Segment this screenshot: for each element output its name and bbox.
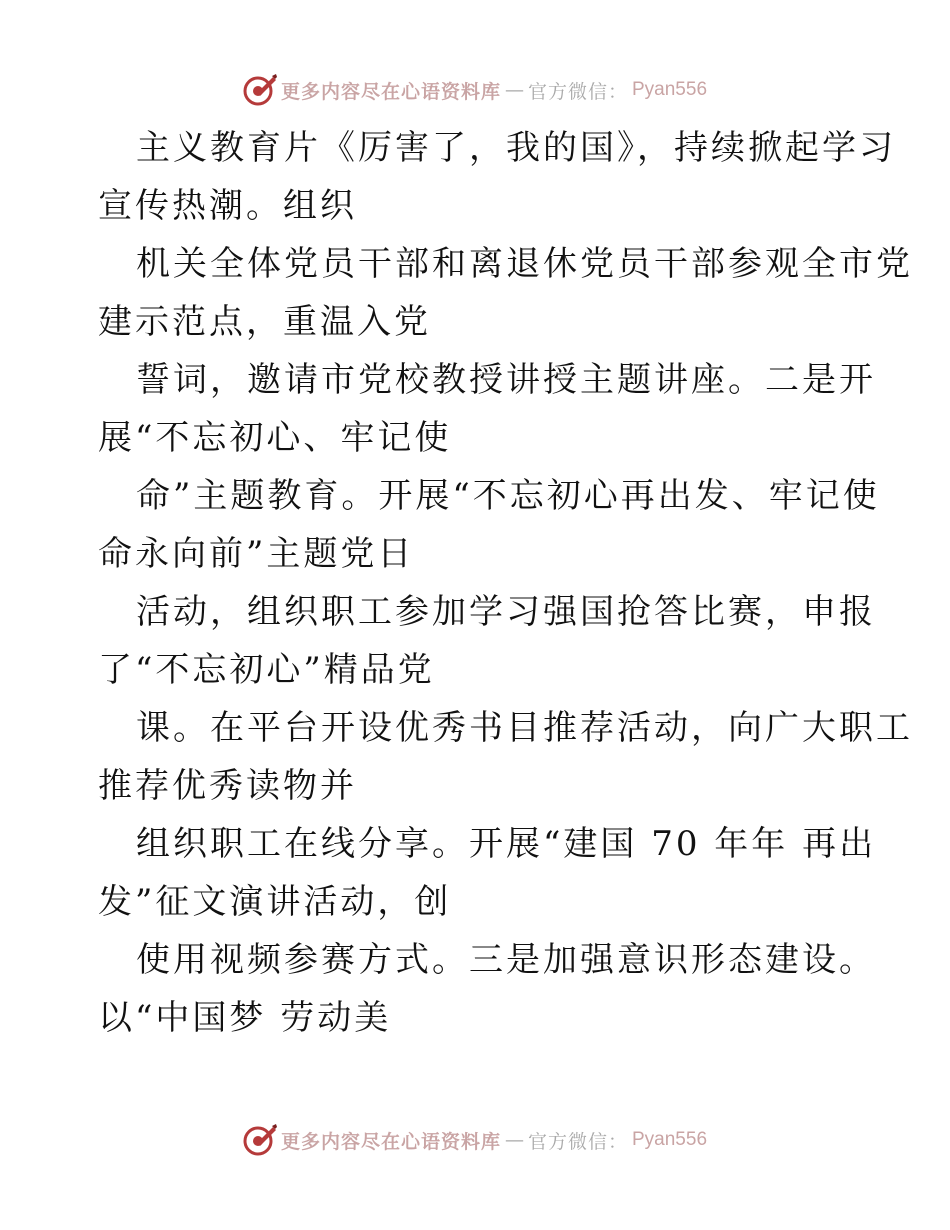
text-line-10: 了“不忘初心”精品党 (98, 650, 435, 690)
text-line-15: 使用视频参赛方式。三是加强意识形态建设。 (136, 940, 876, 980)
watermark-id: Pyan556 (632, 79, 708, 100)
text-line-4: 建示范点，重温入党 (98, 302, 431, 342)
watermark-separator-bottom: — (504, 1129, 524, 1151)
text-line-11: 课。在平台开设优秀书目推荐活动，向广大职工 (136, 708, 913, 748)
footer-watermark (0, 1120, 950, 1160)
text-line-13: 组织职工在线分享。开展“建国 70 年年 再出 (136, 824, 877, 864)
watermark-label-bottom: 官方微信： (527, 1130, 628, 1153)
watermark-label: 官方微信： (527, 80, 628, 103)
pen-logo-icon (243, 73, 277, 107)
text-line-2: 宣传热潮。组织 (98, 186, 357, 226)
watermark-id-bottom: Pyan556 (632, 1129, 708, 1150)
watermark-separator: — (504, 79, 524, 101)
text-line-8: 命永向前”主题党日 (98, 534, 415, 574)
watermark-content (243, 73, 707, 107)
watermark-site-text: 更多内容尽在心语资料库 (280, 80, 501, 103)
text-line-12: 推荐优秀读物并 (98, 766, 357, 806)
text-line-16: 以“中国梦 劳动美 (98, 998, 392, 1038)
text-line-1: 主义教育片《厉害了，我的国》，持续掀起学习 (136, 128, 896, 168)
text-line-6: 展“不忘初心、牢记使 (98, 418, 452, 458)
text-line-3: 机关全体党员干部和离退休党员干部参观全市党 (136, 244, 913, 284)
watermark-site-text-bottom: 更多内容尽在心语资料库 (280, 1130, 501, 1153)
watermark-content-bottom (243, 1123, 707, 1157)
text-line-14: 发”征文演讲活动，创 (98, 882, 452, 922)
text-line-9: 活动，组织职工参加学习强国抢答比赛，申报 (136, 592, 876, 632)
header-watermark (0, 70, 950, 110)
text-line-5: 誓词，邀请市党校教授讲授主题讲座。二是开 (136, 360, 876, 400)
text-line-7: 命”主题教育。开展“不忘初心再出发、牢记使 (136, 476, 880, 516)
pen-logo-icon-bottom (243, 1123, 277, 1157)
